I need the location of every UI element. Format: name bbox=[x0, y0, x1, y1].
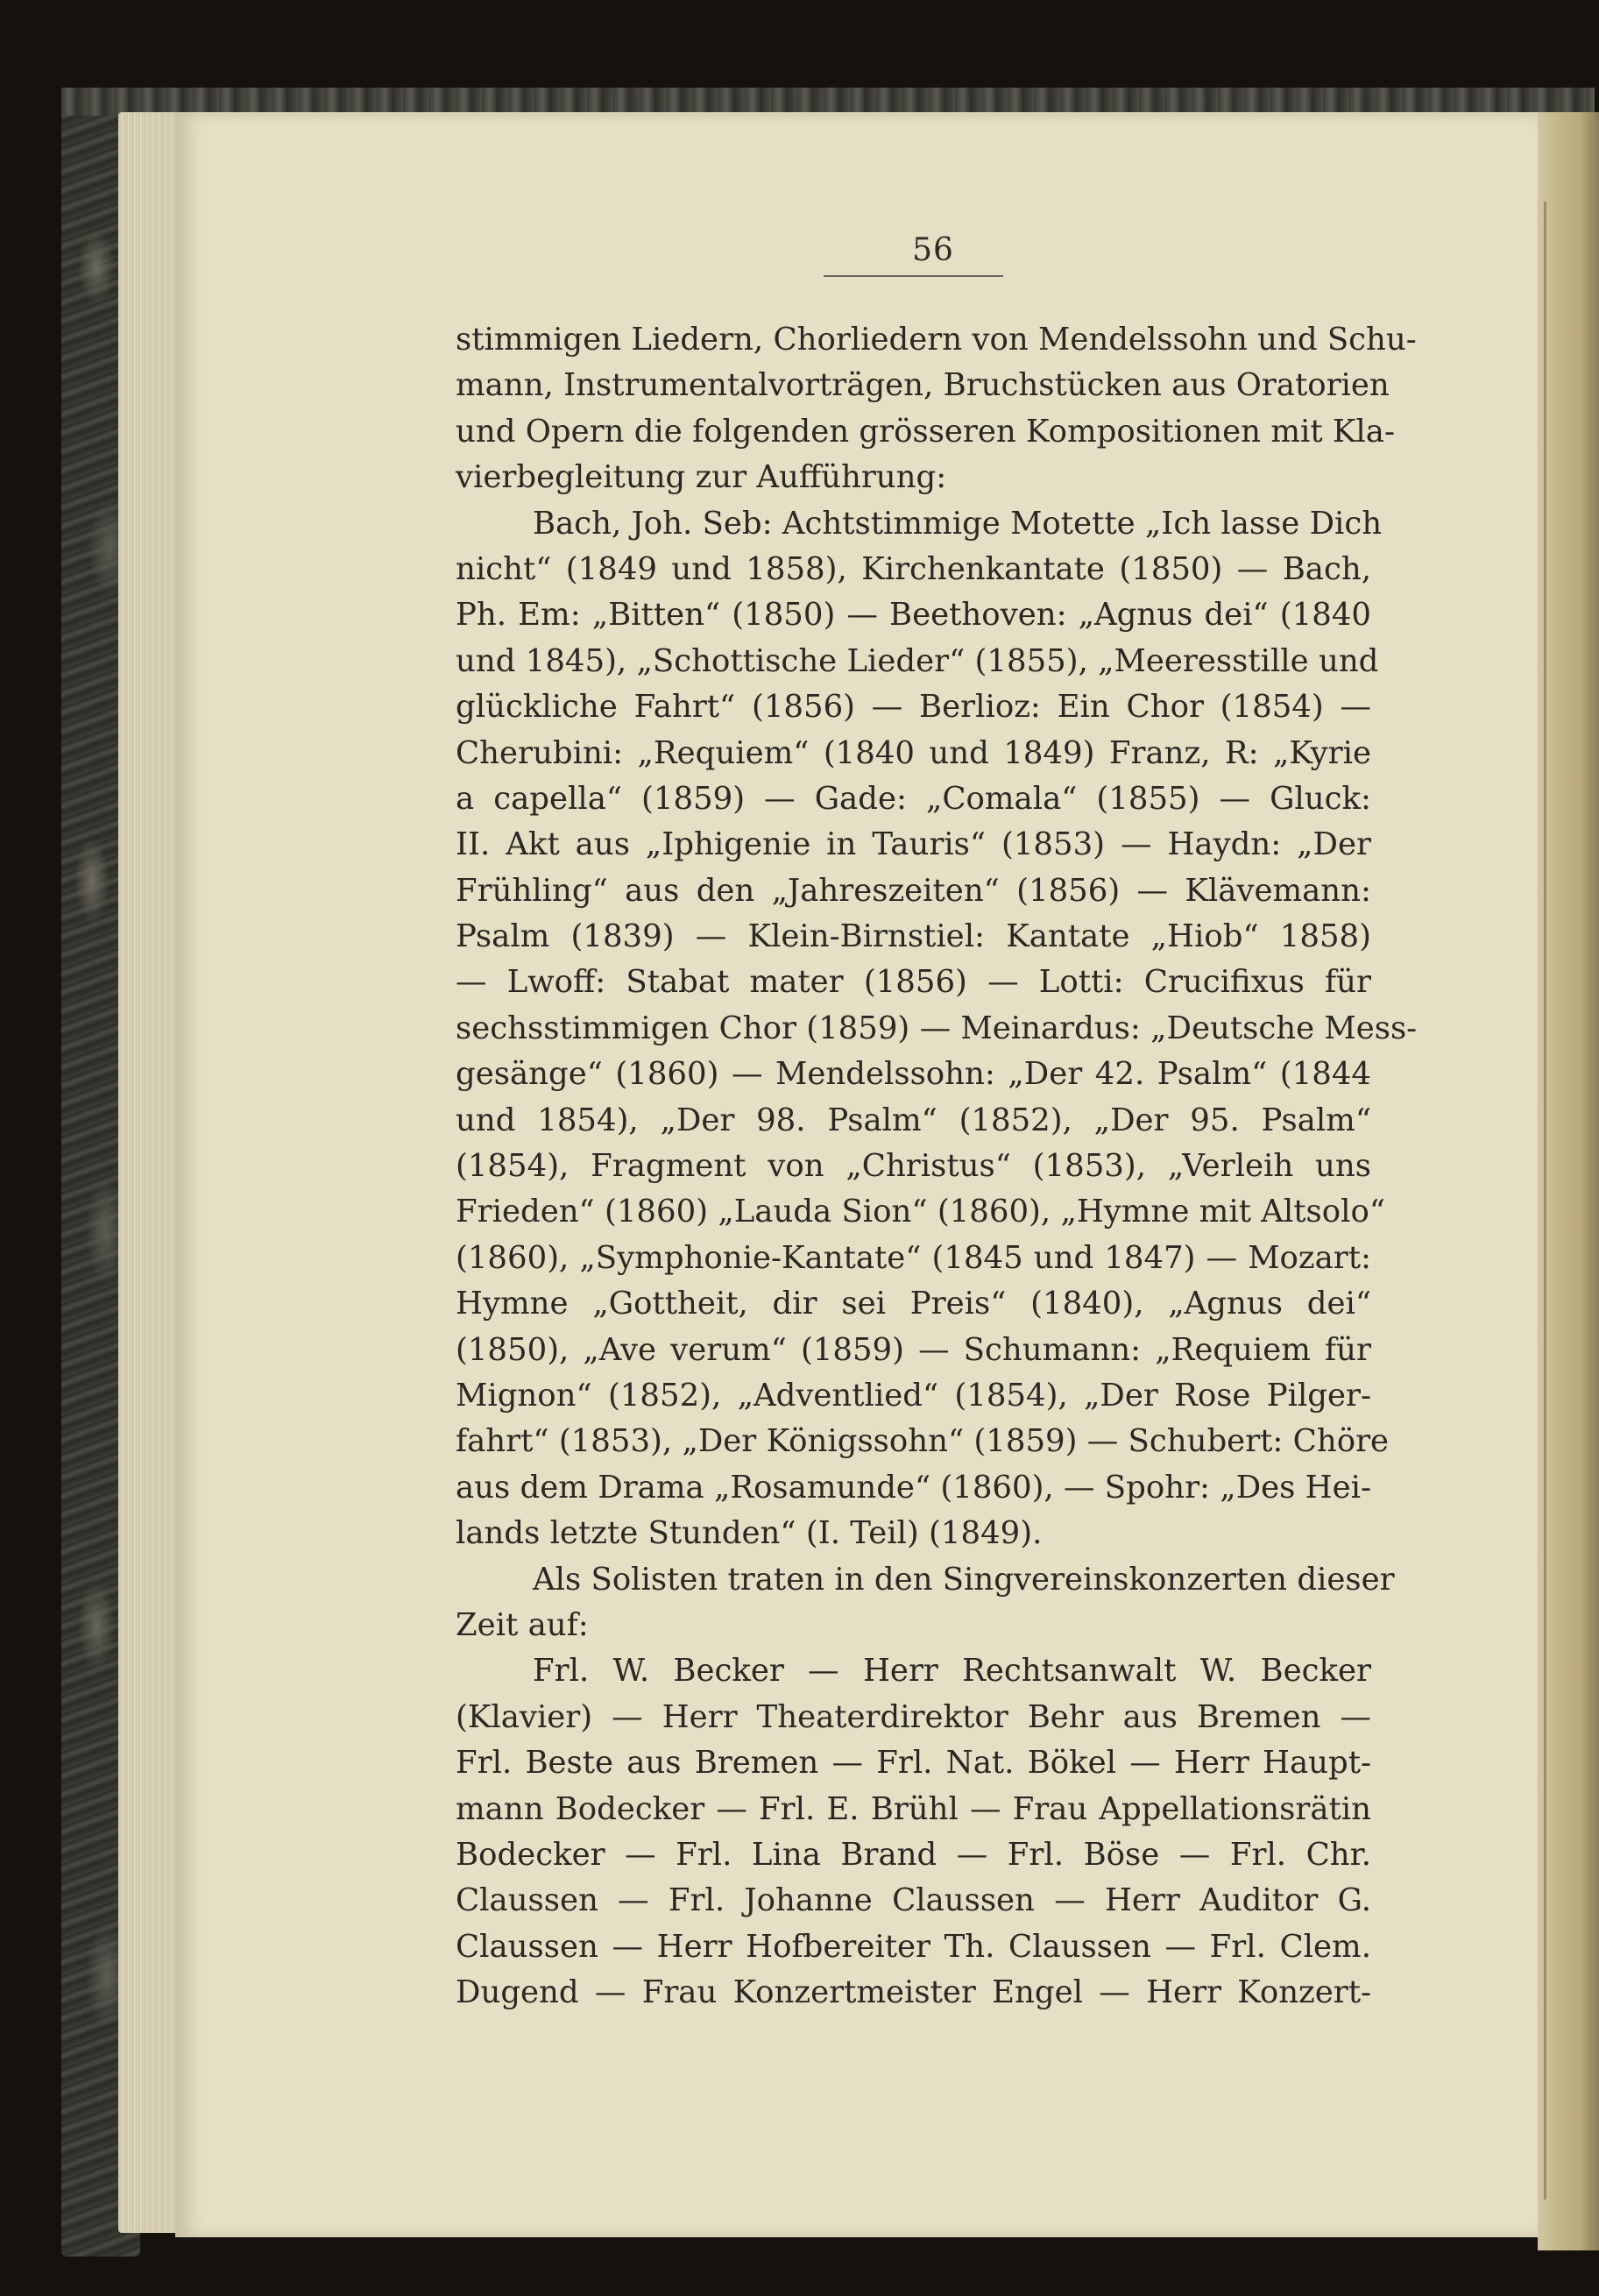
text-line: nicht“ (1849 und 1858), Kirchenkantate (1850) — Bach, bbox=[456, 550, 1371, 587]
text-line: Frieden“ (1860) „Lauda Sion“ (1860), „Hymne mit Altsolo“ bbox=[456, 1194, 1385, 1230]
text-line: (1850), „Ave verum“ (1859) — Schumann: „Requiem für bbox=[456, 1331, 1371, 1368]
text-line: gesänge“ (1860) — Mendelssohn: „Der 42. Psalm“ (1844 bbox=[456, 1056, 1371, 1093]
text-line: — Lwoff: Stabat mater (1856) — Lotti: Crucifixus für bbox=[456, 964, 1371, 1001]
text-line: II. Akt aus „Iphigenie in Tauris“ (1853) — Haydn: „Der bbox=[456, 826, 1371, 863]
text-line: Cherubini: „Requiem“ (1840 und 1849) Franz, R: „Kyrie bbox=[456, 734, 1371, 771]
text-line: Frl. W. Becker — Herr Rechtsanwalt W. Becker bbox=[533, 1653, 1371, 1690]
page-number-rule bbox=[824, 275, 1003, 277]
text-line: Zeit auf: bbox=[456, 1606, 589, 1643]
text-line: mann Bodecker — Frl. E. Brühl — Frau Appellationsrätin bbox=[456, 1790, 1371, 1827]
text-line: (1854), Fragment von „Christus“ (1853), „Verleih uns bbox=[456, 1148, 1371, 1185]
text-line: und Opern die folgenden grösseren Kompositionen mit Kla- bbox=[456, 413, 1395, 450]
text-line: und 1845), „Schottische Lieder“ (1855), „Meeresstille und bbox=[456, 642, 1379, 679]
text-line: Psalm (1839) — Klein-Birnstiel: Kantate „Hiob“ 1858) bbox=[456, 918, 1371, 955]
body-text bbox=[456, 317, 1418, 2016]
text-line: (Klavier) — Herr Theaterdirektor Behr aus Bremen — bbox=[456, 1698, 1371, 1735]
text-line: Mignon“ (1852), „Adventlied“ (1854), „Der Rose Pilger- bbox=[456, 1377, 1371, 1414]
text-line: Frühling“ aus den „Jahreszeiten“ (1856) — Klävemann: bbox=[456, 872, 1371, 909]
text-line: Bodecker — Frl. Lina Brand — Frl. Böse — Frl. Chr. bbox=[456, 1836, 1371, 1873]
text-line: sechsstimmigen Chor (1859) — Meinardus: „Deutsche Mess- bbox=[456, 1010, 1418, 1046]
book-gutter bbox=[1538, 112, 1599, 2250]
page-number: 56 bbox=[912, 232, 954, 268]
text-line: Als Solisten traten in den Singvereinskonzerten dieser bbox=[533, 1561, 1395, 1598]
text-line: und 1854), „Der 98. Psalm“ (1852), „Der 95. Psalm“ bbox=[456, 1102, 1371, 1138]
text-line: mann, Instrumentalvorträgen, Bruchstücken aus Oratorien bbox=[456, 367, 1390, 404]
text-line: a capella“ (1859) — Gade: „Comala“ (1855) — Gluck: bbox=[456, 780, 1371, 817]
text-line: fahrt“ (1853), „Der Königssohn“ (1859) — Schubert: Chöre bbox=[456, 1423, 1390, 1460]
text-line: aus dem Drama „Rosamunde“ (1860), — Spohr: „Des Hei- bbox=[456, 1469, 1371, 1506]
text-line: stimmigen Liedern, Chorliedern von Mendelssohn und Schu- bbox=[456, 322, 1417, 358]
text-line: Frl. Beste aus Bremen — Frl. Nat. Bökel — Herr Haupt- bbox=[456, 1745, 1371, 1782]
text-line: Dugend — Frau Konzertmeister Engel — Herr Konzert- bbox=[456, 1974, 1371, 2011]
text-line: Claussen — Herr Hofbereiter Th. Claussen — Frl. Clem. bbox=[456, 1928, 1371, 1965]
text-line: Ph. Em: „Bitten“ (1850) — Beethoven: „Agnus dei“ (1840 bbox=[456, 597, 1371, 634]
text-line: vierbegleitung zur Aufführung: bbox=[456, 459, 947, 496]
text-line: glückliche Fahrt“ (1856) — Berlioz: Ein Chor (1854) — bbox=[456, 689, 1371, 726]
text-line: (1860), „Symphonie-Kantate“ (1845 und 1847) — Mozart: bbox=[456, 1239, 1371, 1276]
text-line: lands letzte Stunden“ (I. Teil) (1849). bbox=[456, 1515, 1043, 1552]
text-line: Hymne „Gottheit, dir sei Preis“ (1840), „Agnus dei“ bbox=[456, 1286, 1371, 1322]
text-line: Bach, Joh. Seb: Achtstimmige Motette „Ich lasse Dich bbox=[533, 505, 1383, 542]
gutter-fold-line bbox=[1544, 202, 1546, 2200]
text-line: Claussen — Frl. Johanne Claussen — Herr Auditor G. bbox=[456, 1882, 1371, 1919]
